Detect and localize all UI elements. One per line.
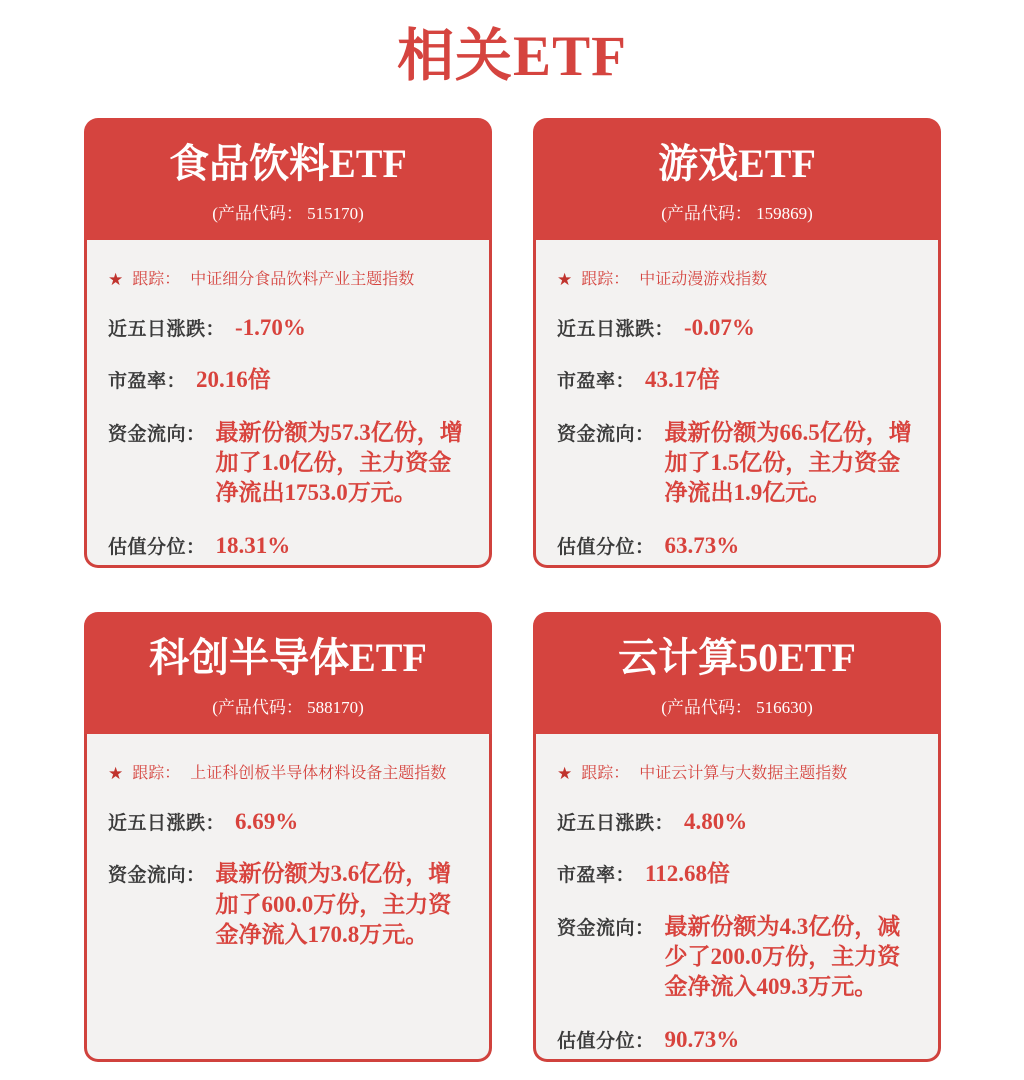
fund-flow-value: 最新份额为4.3亿份，减少了200.0万份，主力资金净流入409.3万元。 (664, 913, 901, 1000)
five-day-change-value: 4.80% (684, 809, 748, 834)
etf-card-cloud-computing (533, 612, 941, 1062)
track-label: 跟踪： (132, 765, 181, 782)
star-icon: ★ (108, 764, 124, 783)
track-row (108, 266, 471, 289)
fund-flow-row (557, 418, 920, 509)
star-icon: ★ (557, 764, 573, 783)
track-row (557, 760, 920, 783)
five-day-change-row (108, 313, 471, 343)
page-title: 相关ETF (397, 25, 627, 88)
valuation-label: 估值分位： (557, 536, 655, 558)
etf-name: 游戏ETF (658, 141, 816, 186)
card-header (84, 612, 492, 734)
valuation-value: 63.73% (664, 532, 740, 558)
tracked-index: 中证细分食品饮料产业主题指数 (190, 271, 415, 288)
five-day-change-row (557, 807, 920, 837)
etf-product-code: (产品代码： 159869) (661, 204, 813, 223)
valuation-row (108, 531, 471, 561)
etf-name: 科创半导体ETF (149, 635, 427, 680)
five-day-change-label: 近五日涨跌： (557, 319, 675, 340)
card-body (533, 240, 941, 568)
star-icon: ★ (108, 270, 124, 289)
track-label: 跟踪： (132, 271, 181, 288)
five-day-change-row (557, 313, 920, 343)
pe-ratio-value: 20.16倍 (196, 367, 271, 393)
pe-ratio-label: 市盈率： (557, 865, 636, 887)
fund-flow-label: 资金流向： (557, 423, 655, 445)
five-day-change-value: -1.70% (235, 315, 306, 340)
etf-product-code: (产品代码： 516630) (661, 698, 813, 717)
track-label: 跟踪： (581, 271, 630, 288)
etf-product-code: (产品代码： 515170) (212, 204, 364, 223)
card-body (533, 734, 941, 1062)
five-day-change-row (108, 807, 471, 837)
card-header (533, 612, 941, 734)
card-header (84, 118, 492, 240)
etf-card-food-beverage (84, 118, 492, 568)
fund-flow-value: 最新份额为3.6亿份，增加了600.0万份，主力资金净流入170.8万元。 (215, 861, 452, 948)
valuation-row (557, 531, 920, 561)
etf-card-gaming (533, 118, 941, 568)
fund-flow-row (557, 912, 920, 1003)
star-icon: ★ (557, 270, 573, 289)
fund-flow-value: 最新份额为57.3亿份，增加了1.0亿份，主力资金净流出1753.0万元。 (215, 419, 463, 506)
track-label: 跟踪： (581, 765, 630, 782)
pe-ratio-row (557, 859, 920, 889)
five-day-change-value: 6.69% (235, 809, 299, 834)
etf-card-grid (84, 118, 941, 1062)
tracked-index: 中证动漫游戏指数 (639, 271, 768, 288)
tracked-index: 中证云计算与大数据主题指数 (639, 765, 848, 782)
fund-flow-row (108, 418, 471, 509)
valuation-value: 18.31% (215, 532, 291, 558)
etf-name: 食品饮料ETF (169, 141, 407, 186)
etf-product-code: (产品代码： 588170) (212, 698, 364, 717)
etf-card-star-semiconductor (84, 612, 492, 1062)
fund-flow-row (108, 859, 471, 950)
fund-flow-label: 资金流向： (557, 917, 655, 939)
pe-ratio-label: 市盈率： (557, 371, 636, 393)
tracked-index: 上证科创板半导体材料设备主题指数 (190, 765, 447, 782)
card-body (84, 734, 492, 1062)
fund-flow-value: 最新份额为66.5亿份，增加了1.5亿份，主力资金净流出1.9亿元。 (664, 419, 912, 506)
fund-flow-label: 资金流向： (108, 865, 206, 887)
track-row (557, 266, 920, 289)
pe-ratio-value: 112.68倍 (645, 861, 730, 887)
five-day-change-value: -0.07% (684, 315, 755, 340)
five-day-change-label: 近五日涨跌： (108, 813, 226, 834)
valuation-row (557, 1025, 920, 1055)
five-day-change-label: 近五日涨跌： (108, 319, 226, 340)
pe-ratio-value: 43.17倍 (645, 367, 720, 393)
pe-ratio-row (108, 365, 471, 395)
pe-ratio-label: 市盈率： (108, 371, 187, 393)
valuation-label: 估值分位： (557, 1030, 655, 1052)
fund-flow-label: 资金流向： (108, 423, 206, 445)
track-row (108, 760, 471, 783)
five-day-change-label: 近五日涨跌： (557, 813, 675, 834)
etf-name: 云计算50ETF (618, 635, 856, 680)
valuation-label: 估值分位： (108, 536, 206, 558)
card-body (84, 240, 492, 568)
pe-ratio-row (557, 365, 920, 395)
card-header (533, 118, 941, 240)
valuation-value: 90.73% (664, 1026, 740, 1052)
